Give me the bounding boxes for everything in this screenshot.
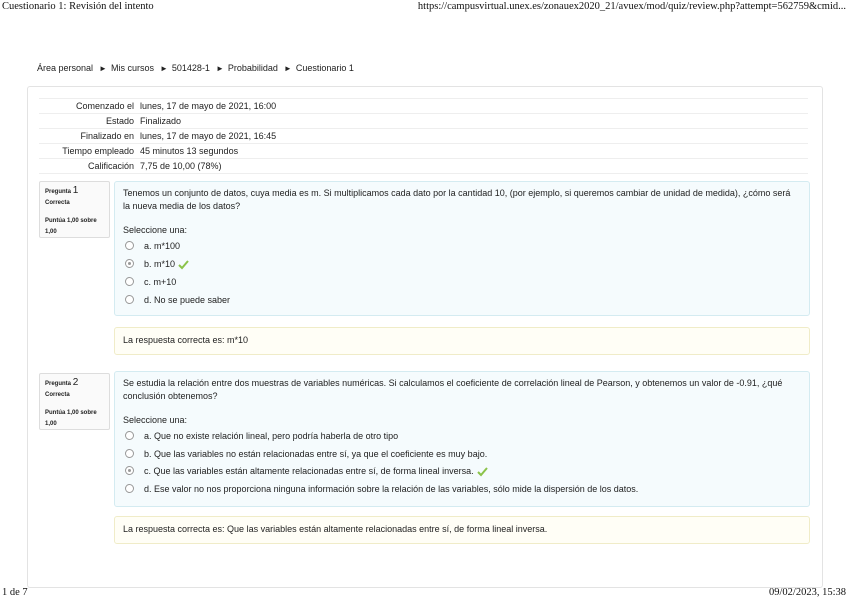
answer-option[interactable]: a. Que no existe relación lineal, pero podría haberla de otro tipo [125, 429, 398, 443]
radio-button[interactable] [125, 484, 134, 493]
question-text: Se estudia la relación entre dos muestras de variables numéricas. Si calculamos el coeficiente de correlación lineal de Pearson, y obtenemos un valor de -0.91, ¿qué conclusión obtenemos? [123, 378, 783, 401]
attempt-summary-table [39, 98, 808, 174]
radio-button-checked[interactable] [125, 259, 134, 268]
summary-value: lunes, 17 de mayo de 2021, 16:45 [137, 129, 808, 144]
radio-button[interactable] [125, 295, 134, 304]
correct-answer-text: La respuesta correcta es: Que las variables están altamente relacionadas entre sí, de forma lineal inversa. [123, 524, 548, 534]
question-2-content [114, 371, 810, 507]
breadcrumb-item-area-personal[interactable]: Área personal [37, 63, 94, 73]
summary-row-time [39, 144, 808, 159]
question-1-content [114, 181, 810, 316]
answer-option[interactable]: c. m+10 [125, 275, 176, 289]
correct-answer-text: La respuesta correcta es: m*10 [123, 335, 249, 345]
question-number: Pregunta 2 [45, 377, 79, 388]
breadcrumb-separator-icon: ► [283, 64, 292, 73]
breadcrumb-separator-icon: ► [215, 64, 224, 73]
question-1-info [39, 181, 110, 238]
print-header-title: Cuestionario 1: Revisión del intento [2, 1, 154, 12]
radio-button[interactable] [125, 431, 134, 440]
print-footer-page: 1 de 7 [2, 587, 28, 598]
summary-row-grade [39, 159, 808, 174]
breadcrumb-separator-icon: ► [99, 64, 107, 73]
question-number: Pregunta 1 [45, 185, 79, 196]
breadcrumb-item-cuestionario[interactable]: Cuestionario 1 [295, 63, 354, 73]
answer-option-selected[interactable]: c. Que las variables están altamente relacionadas entre sí, de forma lineal inversa. [125, 464, 488, 478]
check-icon [178, 260, 189, 270]
answer-prompt: Seleccione una: [123, 415, 188, 425]
radio-button-checked[interactable] [125, 466, 134, 475]
answer-option[interactable]: d. No se puede saber [125, 293, 230, 307]
question-text: Tenemos un conjunto de datos, cuya media es m. Si multiplicamos cada dato por la cantidad 10, (por ejemplo, si queremos cambiar de unidad de medida), ¿cómo será la nueva media de los datos? [123, 188, 791, 211]
breadcrumb-item-mis-cursos[interactable]: Mis cursos [110, 63, 154, 73]
print-footer-datetime: 09/02/2023, 15:38 [768, 587, 846, 598]
summary-label: Estado [39, 114, 137, 129]
summary-value: Finalizado [137, 114, 808, 129]
breadcrumb [37, 63, 354, 73]
summary-label: Finalizado en [39, 129, 137, 144]
question-2-feedback [114, 516, 810, 544]
breadcrumb-separator-icon: ► [159, 64, 168, 73]
answer-option[interactable]: d. Ese valor no nos proporciona ninguna información sobre la relación de las variables, sólo mide la dispersión de los datos. [125, 482, 638, 496]
radio-button[interactable] [125, 449, 134, 458]
radio-button[interactable] [125, 241, 134, 250]
summary-label: Calificación [39, 159, 137, 174]
breadcrumb-item-probabilidad[interactable]: Probabilidad [227, 63, 278, 73]
summary-value: 45 minutos 13 segundos [137, 144, 808, 159]
answer-prompt: Seleccione una: [123, 225, 188, 235]
summary-value: 7,75 de 10,00 (78%) [137, 159, 808, 174]
radio-button[interactable] [125, 277, 134, 286]
question-2-info [39, 373, 110, 430]
answer-option[interactable]: a. m*100 [125, 239, 180, 253]
summary-row-started [39, 99, 808, 114]
summary-row-finished [39, 129, 808, 144]
summary-value: lunes, 17 de mayo de 2021, 16:00 [137, 99, 808, 114]
breadcrumb-item-course-code[interactable]: 501428-1 [171, 63, 210, 73]
question-grade: Puntúa 1,00 sobre 1,00 [45, 218, 97, 235]
summary-label: Comenzado el [39, 99, 137, 114]
answer-option[interactable]: b. Que las variables no están relacionadas entre sí, ya que el coeficiente es muy bajo. [125, 447, 487, 461]
print-header-url: https://campusvirtual.unex.es/zonauex2020_21/avuex/mod/quiz/review.php?attempt=562759&cmid... [417, 1, 846, 12]
answer-option-selected[interactable]: b. m*10 [125, 257, 189, 271]
question-state: Correcta [45, 392, 70, 398]
question-grade: Puntúa 1,00 sobre 1,00 [45, 410, 97, 427]
check-icon [477, 467, 488, 477]
question-1-feedback [114, 327, 810, 355]
summary-row-state [39, 114, 808, 129]
question-state: Correcta [45, 200, 70, 206]
summary-label: Tiempo empleado [39, 144, 137, 159]
